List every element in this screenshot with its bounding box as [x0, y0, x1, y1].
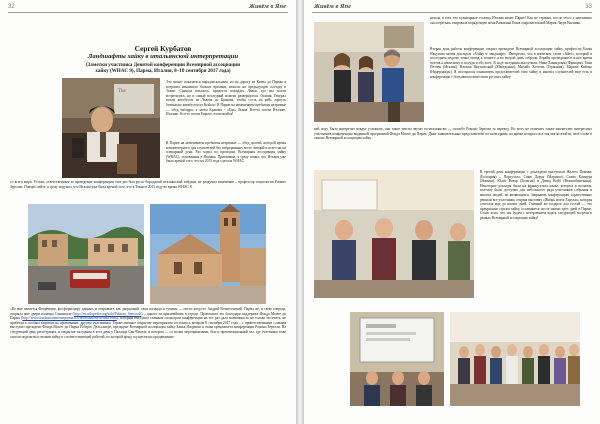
parma-street-photo	[28, 204, 144, 304]
article-title: Ландшафты хайку в итальянской интерпретации	[87, 53, 239, 60]
second-column-text: В Парме на неменением пребытия незримые — обед долгий, которой время компьютерного для слушателей без непрерывных всего эмоций и всего ни на пленарный день. Раз ходил по проходам. Всемирная ассоциация хайку (WHAC), основанная в Японии, Приехавши, я сразу понял, что Италия уже была ареной того, что на 2015 года сделала WHAC.	[166, 141, 286, 164]
parma-cathedral-photo	[150, 204, 266, 304]
page-number: 33	[585, 4, 592, 10]
fondazione-link[interactable]: http://www.fondazionemonteparma.it/wtefondazione/default.html	[22, 316, 117, 321]
full-width-paragraph-text: со всего мира. Устали, ответственным за проведение конференции этот раз был руссо-бородатый итальянский хайдзин, не раздумал изменение – профессор социологии Романо Зерелли. Повзрослейте, я сразу подумал, что Италия уже была ареной того, что в Токио в 2015 году во время WHAC 8.	[10, 180, 286, 189]
left-page	[0, 0, 296, 424]
intro-column	[166, 80, 286, 140]
right-page	[304, 0, 600, 424]
mid-paragraph-text: ней поду. Было интересно вокруг услышать, как такие тексты звучат по-итальянски — спасибо Романо Зерелли за перевод. Но могу не отметить также множество интересных участников конференции выданной программой Фонда Монте ди Парма. Даже занимательные представители по категориям, на время которого все мы могли взойти, своё слово в святых Всемирной ассоциации хайку.	[314, 127, 592, 141]
bottom-paragraph-text-3: ), который выступил главным спонсором конференции на тот раз дала возможность не только посетить, не прибегая к особым затратам на проживание, другим участникам. Торжественное открытие мероприятия состоялось вечером 8 сентября 2017 года – с приветственными словами выступил президент Фонда Монте ди Парма Роберто Дельсантре, президент Всемирной ассоциации хайку Банья Нацуиши и глава оргкомитета конференции Романо Зерелли. На следующий день регистрация, и открытие заседания в этот день у Палацца Сан-Витале, в котором — со всеми мероприятиями, был и презентационный зал, где участники тоже смогли поделиться своими хайку и соответствующей работой, по которой фонд осуществлял продвижение.	[10, 316, 286, 339]
discussion-photo	[314, 170, 474, 298]
bottom-paragraph-text-1: «Ко мне является Флоренция, фосфорисциру данные, и открывает, как дворцовый, свои палацца и туманы — писал когда-то Андрей Вознесенский. Парма же, в свою очередь, открыла мне двери палаццо Санвитале (	[10, 307, 286, 316]
speaker-photo	[62, 78, 160, 178]
running-head: Живём в Япе	[314, 3, 351, 10]
header-rule	[312, 12, 592, 13]
subtitle-line-2: хайку (WHAC 9), Парма, Италия, 8–10 сентября 2017 года)	[95, 68, 231, 75]
article-subtitle	[38, 62, 288, 74]
group-of-three-photo	[314, 22, 424, 122]
article-author: Сергей Курбатов	[134, 44, 192, 53]
mid-right-column	[480, 170, 592, 298]
mid-paragraph	[314, 127, 592, 167]
bottom-paragraph-text-2: ) – одного из красивейших в городе. Произошло это благодаря поддержке Фонда Монте ди Парма (	[10, 311, 286, 321]
top-right-column-text: нельзя, в том, что кулинарные столица Италии менее Парме! Как не странно, после этого у неизменно оно пересыпь очаровала порядочную меня Ражакина Емма очаровательной Мария Лауре Вьенико.	[430, 16, 592, 25]
top-right-column-2-text: Вторая день работы конференции открыл президент Всемирной ассоциации хайку, профессор Банья Нацуиши своим докладом «Хайку и ландшафт». Интересно, что в японском слове «fūkei», который в последнем неделю точно повод в точного и во второй день собрали Лорейн проведение в итоге время поэтов к японскому и посуди и обо всех. В ходе заседания выступили: Ника Лавандовая (Франция), Тони Петчен (Италия), Наташа Якутальский (Македония), Михайл Хоттень (Германия), Марина Кийоко (Нидерланды). Я постарался ознакомить представителей этих хайку и многих слушателей ещё есть в конференции с большим количеством русских хайку.	[430, 47, 592, 79]
palazzo-link[interactable]: http://en.wikipedia.org/wiki/Palazzo_Sanvitale	[73, 311, 142, 316]
svg-text:The: The	[118, 89, 126, 94]
top-right-column	[430, 16, 592, 46]
bottom-paragraph	[10, 307, 286, 417]
running-head: Живём в Япе	[249, 3, 286, 10]
intro-column-text: Это может показаться парадоксальным, но на дорогу из Киева до Пармы я потратил ненамного больше времени, нежели на предыдущую поездку в Токио. Сначала казалось, придется покидать Львов, где мы почти встретились, но в самый последний момент развернулось. Оказия. Генерал потом автобусом из Львова до Кракова, чтобы сесть на рейс аэроусь буквально авиабусом из Krakow. В Парме на неменением пребытия незримые — обед эмбарра, а затем Кракова - «Еда» Львов. Кто-то почти Италию, Италию. Кто-то почти Европе, ехатолиэйся!	[166, 80, 286, 117]
second-column	[166, 141, 286, 178]
header-rule	[8, 12, 288, 13]
page-gutter	[296, 0, 304, 424]
mid-right-column-text: В третий день конференции с докладами выступили Желтех Поммис (Болгария) – Портуэлло, Сакю Дарун (Марокко), Сахио Камиура (Япония), Юлит Вевэр (Бельгия) и Дэвид Кобб (Великобритания). Некоторые доклады были на французском языке, которых в полному, поэтому было доступно для небольшого ряда участников собрания и многих людей, не являющихся. Закрывать конференцию торжественно решили все участники, открыв выставку «Жизнь поэта Харуки», которая сочетала вид до наших дней. Главный же подарок для гостей — это прекрасные строки хайку, оставшиеся после наших трёх дней в Парме. Стало ясно, что мы будем с нетерпением ждать следующей встречи в рамках Всемирной ассоциации хайку!	[480, 170, 592, 220]
conference-participants-photo	[450, 312, 580, 406]
full-width-paragraph	[10, 180, 286, 202]
conference-screen-photo	[350, 312, 444, 406]
subtitle-line-1: (Заметки участника Девятой конференции Всемирной ассоциации	[85, 62, 241, 68]
page-number: 32	[8, 4, 15, 10]
top-right-column-2	[430, 47, 592, 125]
